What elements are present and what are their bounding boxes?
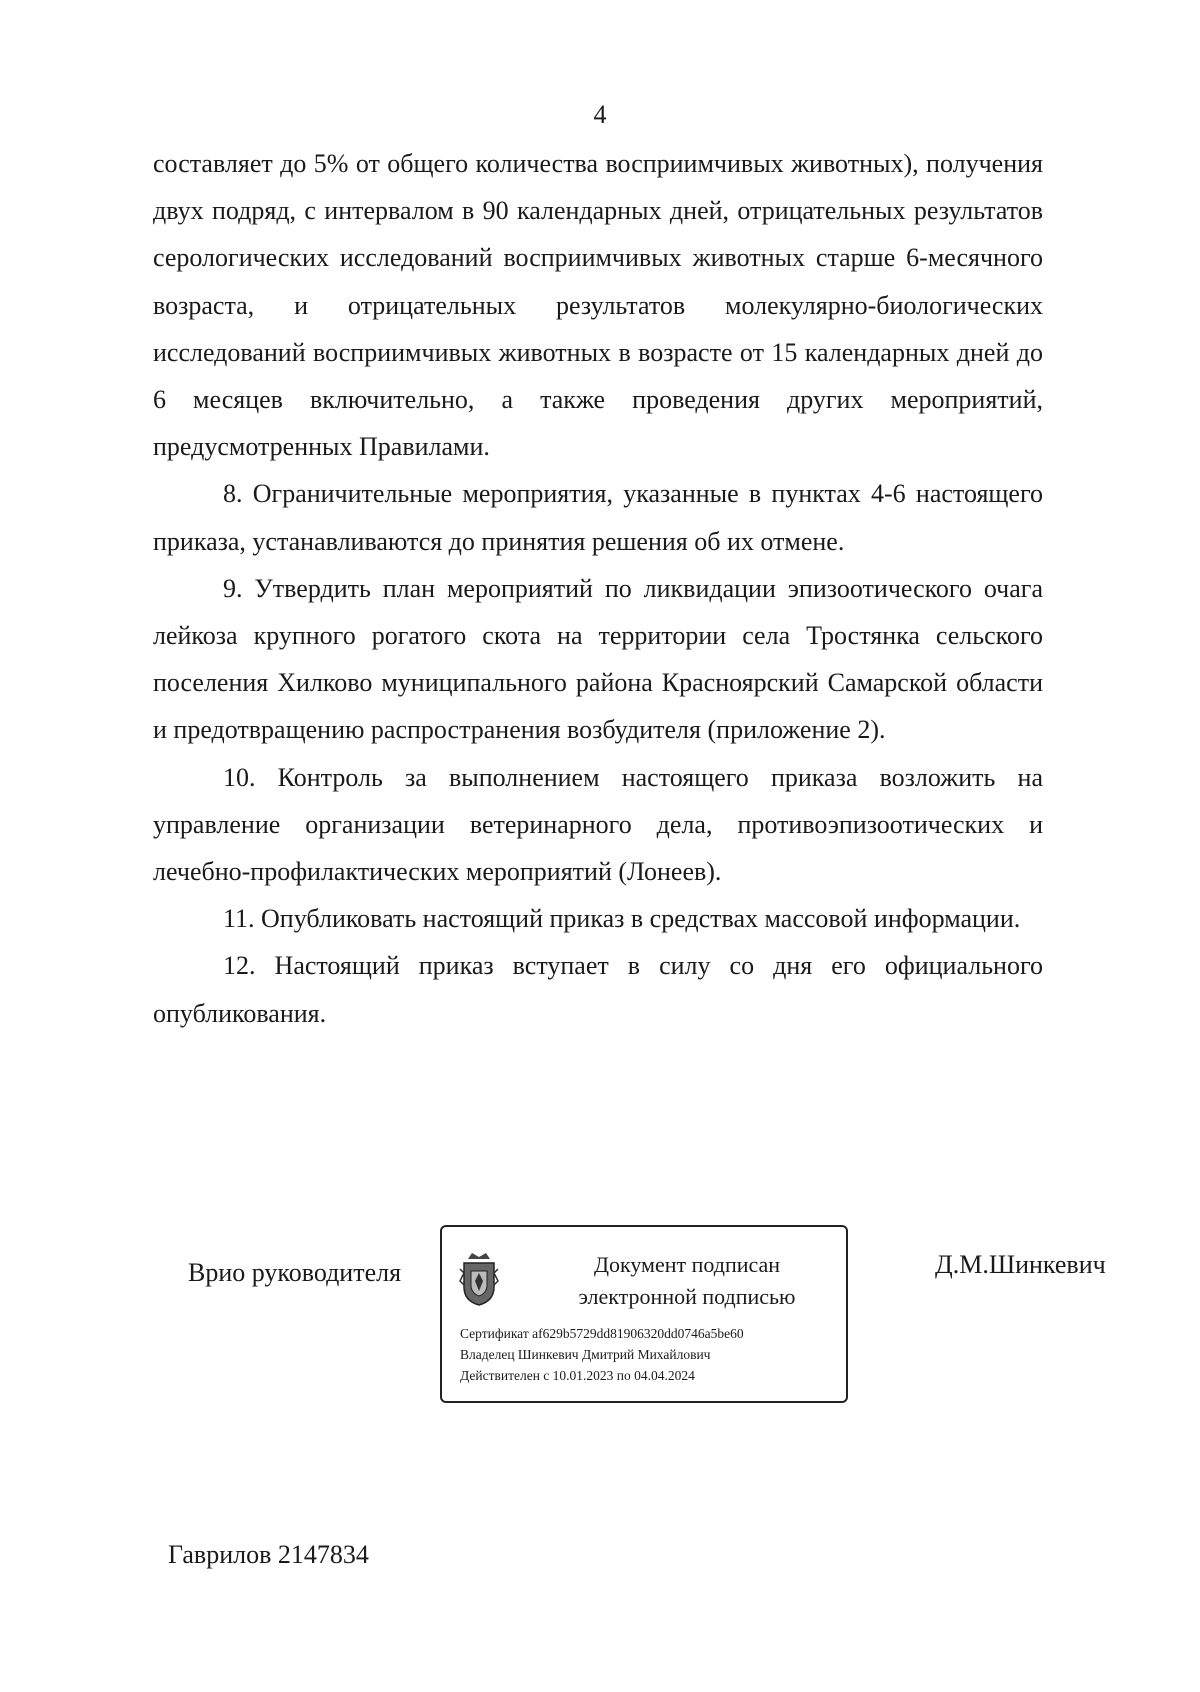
coat-of-arms-icon: [458, 1251, 500, 1307]
executor-info: Гаврилов 2147834: [168, 1540, 369, 1569]
signer-name: Д.М.Шинкевич: [935, 1250, 1106, 1279]
certificate-validity: Действителен с 10.01.2023 по 04.04.2024: [460, 1368, 695, 1383]
paragraph-10: 10. Контроль за выполнением настоящего приказа возложить на управление организации ветеринарного дела, противоэпизоотических и лечебно-профилактических мероприятий (Лонеев).: [153, 762, 1043, 887]
certificate-owner: Владелец Шинкевич Дмитрий Михайлович: [460, 1347, 711, 1362]
signature-heading-line2: электронной подписью: [578, 1284, 796, 1309]
certificate-number: Сертификат af629b5729dd81906320dd0746a5be60: [460, 1326, 744, 1341]
paragraph-11: 11. Опубликовать настоящий приказ в средствах массовой информации.: [223, 904, 1021, 934]
paragraph-8: 8. Ограничительные мероприятия, указанные в пунктах 4-6 настоящего приказа, устанавливаются до принятия решения об их отмене.: [153, 479, 1043, 556]
electronic-signature-stamp: [440, 1225, 848, 1403]
paragraph-9: 9. Утвердить план мероприятий по ликвидации эпизоотического очага лейкоза крупного рогатого скота на территории села Тростянка сельского поселения Хилково муниципального района Красноярский Самарской области и предотвращению распространения возбудителя (приложение 2).: [153, 573, 1043, 745]
signer-title: Врио руководителя: [188, 1258, 402, 1287]
body-text: [153, 140, 1043, 1037]
signature-heading: [552, 1249, 822, 1313]
paragraph-continued: составляет до 5% от общего количества восприимчивых животных), получения двух подряд, с интервалом в 90 календарных дней, отрицательных результатов серологических исследований восприимчивых животных старше 6-месячного возраста, и отрицательных результатов молекулярно-биологических исследований восприимчивых животных в возрасте от 15 календарных дней до 6 месяцев включительно, а также проведения других мероприятий, предусмотренных Правилами.: [153, 149, 1043, 462]
signature-heading-line1: Документ подписан: [593, 1252, 781, 1277]
signature-details: [460, 1323, 840, 1386]
page-number: 4: [593, 100, 607, 129]
paragraph-12: 12. Настоящий приказ вступает в силу со дня его официального опубликования.: [153, 951, 1043, 1028]
